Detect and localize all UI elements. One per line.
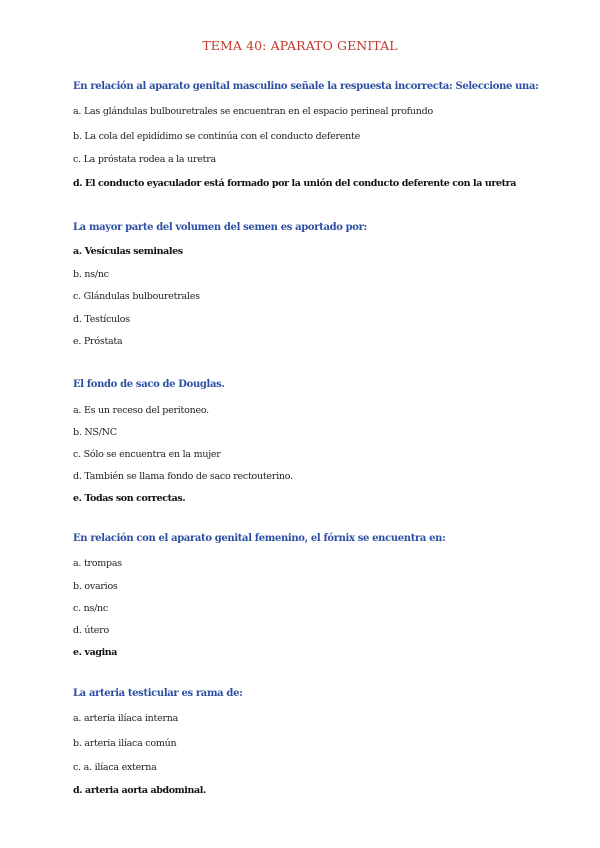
option-a-correct: a. Vesículas seminales: [73, 246, 183, 257]
option-d-correct: d. arteria aorta abdominal.: [73, 785, 206, 796]
option-d: d. útero: [73, 625, 109, 636]
option-b: b. La cola del epidídimo se continúa con el conducto deferente: [73, 131, 360, 142]
option-c: c. Glándulas bulbouretrales: [73, 291, 200, 302]
option-d: d. Testículos: [73, 314, 130, 325]
question-text: En relación al aparato genital masculino señale la respuesta incorrecta: Seleccione una:: [73, 81, 539, 92]
option-a: a. arteria ilíaca interna: [73, 713, 179, 724]
option-d-correct: d. El conducto eyaculador está formado por la unión del conducto deferente con la uretra: [73, 178, 517, 189]
option-e-correct: e. Todas son correctas.: [73, 493, 186, 504]
option-b: b. ovarios: [73, 581, 118, 592]
option-b: b. arteria ilíaca común: [73, 738, 177, 749]
question-1: [73, 81, 553, 189]
option-c: c. ns/nc: [73, 603, 108, 614]
question-3: [73, 379, 553, 504]
question-5: [73, 688, 553, 796]
option-a: a. Es un receso del peritoneo.: [73, 405, 209, 416]
option-c: c. La próstata rodea a la uretra: [73, 154, 216, 165]
page-title: TEMA 40: APARATO GENITAL: [202, 38, 398, 53]
question-4: [73, 533, 553, 658]
question-text: La mayor parte del volumen del semen es aportado por:: [73, 222, 367, 233]
question-text: El fondo de saco de Douglas.: [73, 379, 225, 390]
question-text: En relación con el aparato genital femenino, el fórnix se encuentra en:: [73, 533, 446, 544]
question-2: [73, 222, 553, 347]
option-a: a. Las glándulas bulbouretrales se encuentran en el espacio perineal profundo: [73, 106, 433, 117]
option-e-correct: e. vagina: [73, 647, 118, 658]
question-text: La arteria testicular es rama de:: [73, 688, 243, 699]
option-d: d. También se llama fondo de saco rectouterino.: [73, 471, 293, 482]
option-b: b. ns/nc: [73, 269, 109, 280]
option-e: e. Próstata: [73, 336, 123, 347]
option-a: a. trompas: [73, 558, 122, 569]
option-b: b. NS/NC: [73, 427, 117, 438]
option-c: c. Sólo se encuentra en la mujer: [73, 449, 221, 460]
option-c: c. a. ilíaca externa: [73, 762, 157, 773]
